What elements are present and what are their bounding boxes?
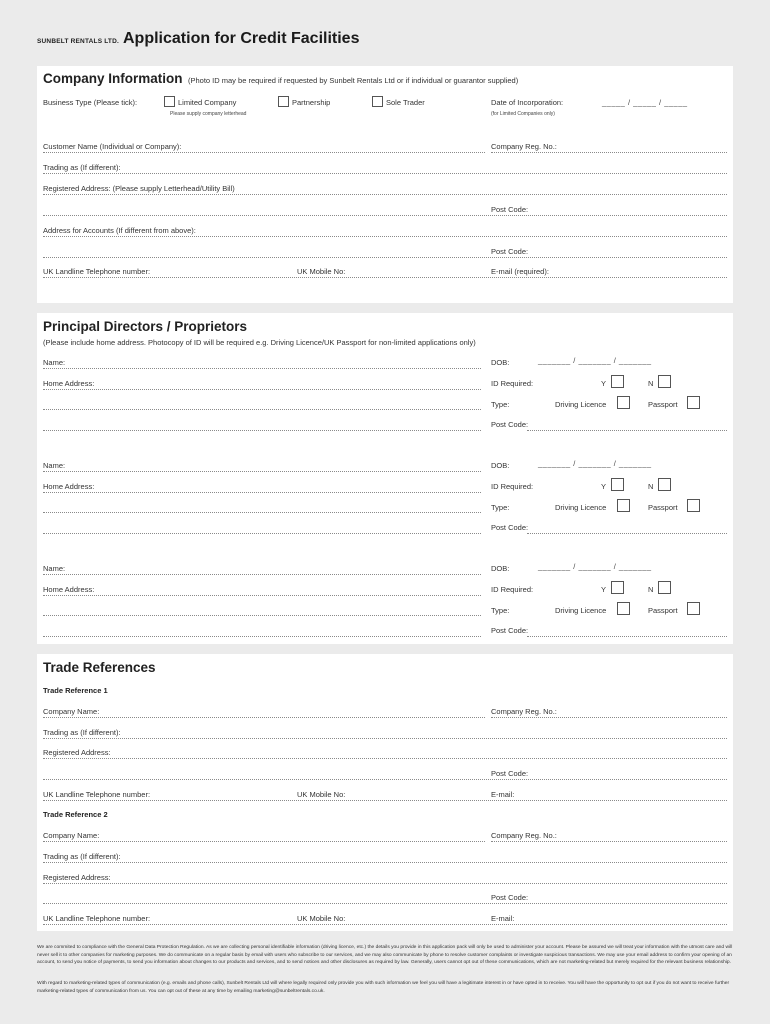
director-1-name-field[interactable] — [43, 368, 481, 369]
director-2-id-no-label: N — [648, 482, 654, 491]
ref-2-mobile-label: UK Mobile No: — [297, 914, 346, 923]
director-1-driving-licence-checkbox[interactable] — [617, 396, 630, 409]
director-2-post-code-field[interactable] — [527, 533, 727, 534]
director-1-id-no-label: N — [648, 379, 654, 388]
director-1-home-address-field-2[interactable] — [43, 409, 481, 410]
director-3-id-no-label: N — [648, 585, 654, 594]
trade-reference-1-heading: Trade Reference 1 — [43, 686, 108, 695]
director-1-home-address-label: Home Address: — [43, 379, 95, 388]
accounts-post-code-label: Post Code: — [491, 247, 529, 256]
post-code-label: Post Code: — [491, 205, 529, 214]
director-1-type-label: Type: — [491, 400, 510, 409]
director-2-name-field[interactable] — [43, 471, 481, 472]
sole-trader-checkbox[interactable] — [372, 96, 383, 107]
ref-1-landline-label: UK Landline Telephone number: — [43, 790, 151, 799]
ref-2-contact-field[interactable] — [43, 924, 727, 925]
director-1-id-yes-label: Y — [601, 379, 607, 388]
director-3-home-address-field-3[interactable] — [43, 636, 481, 637]
director-3-name-label: Name: — [43, 564, 66, 573]
ref-1-company-reg-label: Company Reg. No.: — [491, 707, 557, 716]
marketing-notice: With regard to marketing-related types of communication (e.g. emails and phone calls), Sunbelt Rentals Ltd will where legally required only provide you with such information we feel you will have a legitimate interest in or have opted in to receive. You will have the opportunity to opt out if you do not want to receive further marketing-related types of communication from us. You can opt out of these at any time by emailing marketing@sunbeltrentals.co.uk. — [37, 981, 730, 994]
trading-as-field[interactable] — [43, 173, 727, 174]
director-1-driving-licence-label: Driving Licence — [555, 400, 607, 409]
director-2-home-address-label: Home Address: — [43, 482, 95, 491]
trade-references-section — [37, 654, 733, 931]
ref-2-company-name-label: Company Name: — [43, 831, 100, 840]
partnership-checkbox[interactable] — [278, 96, 289, 107]
ref-1-registered-address-label: Registered Address: — [43, 748, 111, 757]
director-3-id-required-label: ID Required: — [491, 585, 534, 594]
page-title: Application for Credit Facilities — [123, 30, 360, 47]
director-2-id-no-checkbox[interactable] — [658, 478, 671, 491]
registered-address-label: Registered Address: (Please supply Letterhead/Utility Bill) — [43, 184, 235, 193]
director-2-passport-checkbox[interactable] — [687, 499, 700, 512]
director-1-dob-label: DOB: — [491, 358, 510, 367]
registered-address-field[interactable] — [43, 194, 727, 195]
director-2-id-yes-checkbox[interactable] — [611, 478, 624, 491]
ref-1-registered-address-field-2[interactable] — [43, 779, 727, 780]
ref-1-contact-field[interactable] — [43, 800, 727, 801]
director-1-dob-field[interactable]: _______ / _______ / _______ — [538, 356, 652, 365]
company-information-section — [37, 66, 733, 303]
landline-label: UK Landline Telephone number: — [43, 267, 151, 276]
director-2-dob-label: DOB: — [491, 461, 510, 470]
sole-trader-label: Sole Trader — [386, 98, 425, 107]
director-1-passport-label: Passport — [648, 400, 678, 409]
ref-1-email-label: E-mail: — [491, 790, 515, 799]
director-2-home-address-field-2[interactable] — [43, 512, 481, 513]
section-title: Company Information — [43, 71, 183, 86]
section-note: (Please include home address. Photocopy of ID will be required e.g. Driving Licence/UK Passport for non-limited applications only) — [43, 338, 476, 347]
director-1-id-no-checkbox[interactable] — [658, 375, 671, 388]
director-2-id-required-label: ID Required: — [491, 482, 534, 491]
director-2-id-yes-label: Y — [601, 482, 607, 491]
address-for-accounts-field[interactable] — [43, 236, 727, 237]
director-2-type-label: Type: — [491, 503, 510, 512]
ref-2-trading-as-label: Trading as (If different): — [43, 852, 121, 861]
ref-2-company-reg-field[interactable] — [491, 841, 727, 842]
director-3-driving-licence-label: Driving Licence — [555, 606, 607, 615]
limited-company-checkbox[interactable] — [164, 96, 175, 107]
ref-1-company-name-label: Company Name: — [43, 707, 100, 716]
director-3-id-yes-label: Y — [601, 585, 607, 594]
director-2-home-address-field[interactable] — [43, 492, 481, 493]
ref-2-trading-as-field[interactable] — [43, 862, 727, 863]
ref-1-company-reg-field[interactable] — [491, 717, 727, 718]
director-2-passport-label: Passport — [648, 503, 678, 512]
director-3-id-no-checkbox[interactable] — [658, 581, 671, 594]
gdpr-notice: We are commited to compliance with the General Data Protection Regulation. As we are collecting personal identifiable information (driving licence, etc.) the details you provide in this application pack will only be used to administer your account. Please be assured we will treat your information with the utmost care and will never sell it to other companies for marketing purposes. We do communicate on a regular basis by email with users who subscribe to our services, and we may also communicate by phone to resolve customer complaints or investigate suspicious transactions. We may use your email address to confirm your opening of an account, to send you notice of payments, to send you information about changes to our products and services, and to send notices and other disclosures as required by law. Generally, users cannot opt out of these communications, which are not marketing-related but merely required for the relevant business relationship. — [37, 945, 733, 966]
director-3-post-code-field[interactable] — [527, 636, 727, 637]
ref-1-trading-as-field[interactable] — [43, 738, 727, 739]
date-of-incorporation-field[interactable]: _____ / _____ / _____ — [602, 98, 688, 107]
director-2-name-label: Name: — [43, 461, 66, 470]
director-1-passport-checkbox[interactable] — [687, 396, 700, 409]
trading-as-label: Trading as (If different): — [43, 163, 121, 172]
customer-name-field[interactable] — [43, 152, 485, 153]
ref-1-post-code-label: Post Code: — [491, 769, 529, 778]
director-1-post-code-label: Post Code: — [491, 420, 529, 429]
director-3-dob-label: DOB: — [491, 564, 510, 573]
director-1-post-code-field[interactable] — [527, 430, 727, 431]
director-3-home-address-field[interactable] — [43, 595, 481, 596]
director-3-passport-label: Passport — [648, 606, 678, 615]
ref-2-registered-address-label: Registered Address: — [43, 873, 111, 882]
registered-address-field-2[interactable] — [43, 215, 727, 216]
director-1-id-required-label: ID Required: — [491, 379, 534, 388]
business-type-label: Business Type (Please tick): — [43, 98, 138, 107]
ref-2-company-reg-label: Company Reg. No.: — [491, 831, 557, 840]
address-for-accounts-field-2[interactable] — [43, 257, 727, 258]
limited-company-hint: Please supply company letterhead — [170, 111, 247, 117]
ref-2-landline-label: UK Landline Telephone number: — [43, 914, 151, 923]
section-note: (Photo ID may be required if requested by Sunbelt Rentals Ltd or if individual or guarantor supplied) — [188, 76, 519, 85]
ref-1-company-name-field[interactable] — [43, 717, 485, 718]
director-3-home-address-label: Home Address: — [43, 585, 95, 594]
date-of-incorporation-label: Date of Incorporation: — [491, 98, 564, 107]
director-3-id-yes-checkbox[interactable] — [611, 581, 624, 594]
trade-reference-2-heading: Trade Reference 2 — [43, 810, 108, 819]
ref-2-registered-address-field-2[interactable] — [43, 903, 727, 904]
ref-1-mobile-label: UK Mobile No: — [297, 790, 346, 799]
director-3-home-address-field-2[interactable] — [43, 615, 481, 616]
email-label: E-mail (required): — [491, 267, 549, 276]
director-2-driving-licence-label: Driving Licence — [555, 503, 607, 512]
directors-section — [37, 313, 733, 644]
director-3-name-field[interactable] — [43, 574, 481, 575]
director-1-name-label: Name: — [43, 358, 66, 367]
director-3-post-code-label: Post Code: — [491, 626, 529, 635]
limited-company-label: Limited Company — [178, 98, 237, 107]
company-reg-field[interactable] — [491, 152, 727, 153]
director-2-driving-licence-checkbox[interactable] — [617, 499, 630, 512]
director-2-home-address-field-3[interactable] — [43, 533, 481, 534]
director-3-passport-checkbox[interactable] — [687, 602, 700, 615]
director-2-dob-field[interactable]: _______ / _______ / _______ — [538, 459, 652, 468]
address-for-accounts-label: Address for Accounts (If different from above): — [43, 226, 196, 235]
section-title: Principal Directors / Proprietors — [43, 319, 248, 334]
director-1-home-address-field-3[interactable] — [43, 430, 481, 431]
director-2-post-code-label: Post Code: — [491, 523, 529, 532]
brand-name: SUNBELT RENTALS LTD. — [37, 38, 119, 45]
director-1-home-address-field[interactable] — [43, 389, 481, 390]
page-header — [37, 30, 359, 48]
partnership-label: Partnership — [292, 98, 331, 107]
ref-2-post-code-label: Post Code: — [491, 893, 529, 902]
ref-1-trading-as-label: Trading as (If different): — [43, 728, 121, 737]
director-3-type-label: Type: — [491, 606, 510, 615]
director-3-driving-licence-checkbox[interactable] — [617, 602, 630, 615]
director-1-id-yes-checkbox[interactable] — [611, 375, 624, 388]
customer-name-label: Customer Name (Individual or Company): — [43, 142, 182, 151]
section-title: Trade References — [43, 660, 156, 675]
director-3-dob-field[interactable]: _______ / _______ / _______ — [538, 562, 652, 571]
ref-2-registered-address-field[interactable] — [43, 883, 727, 884]
contact-field[interactable] — [43, 277, 727, 278]
mobile-label: UK Mobile No: — [297, 267, 346, 276]
ref-2-company-name-field[interactable] — [43, 841, 485, 842]
company-reg-label: Company Reg. No.: — [491, 142, 557, 151]
ref-1-registered-address-field[interactable] — [43, 758, 727, 759]
ref-2-email-label: E-mail: — [491, 914, 515, 923]
date-of-incorporation-hint: (for Limited Companies only) — [491, 111, 555, 117]
